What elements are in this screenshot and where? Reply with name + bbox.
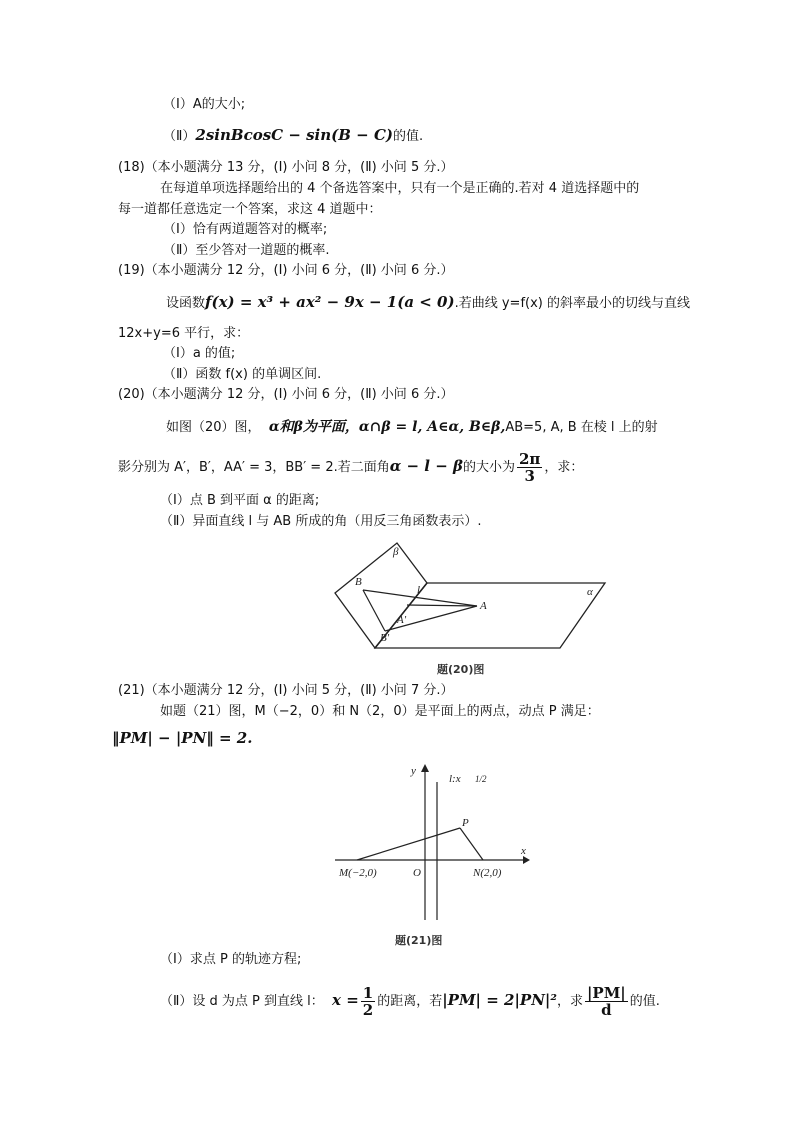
label-o: O (413, 867, 421, 879)
q17-part2 (163, 126, 423, 146)
q20-line1-prefix: 如图（20）图， (166, 420, 261, 435)
label-l: l (417, 584, 421, 596)
q17-part2-expr: 2sinBcosC − sin(B − C) (195, 126, 393, 144)
label-b: B (355, 576, 362, 588)
q20-header: (20)（本小题满分 12 分，(Ⅰ) 小问 6 分，(Ⅱ) 小问 6 分.） (118, 387, 454, 402)
q19-line1-expr: f(x) = x³ + ax² − 9x − 1(a < 0) (205, 293, 455, 311)
y-axis-arrow (421, 764, 429, 772)
q21-part2-expr2: |PM| = 2|PN|² (442, 991, 557, 1009)
q20-line2-mid: 的大小为 (462, 460, 515, 475)
q18-part2: （Ⅱ）至少答对一道题的概率. (163, 243, 330, 258)
q20-line2 (118, 448, 583, 486)
label-b-prime: B′ (380, 632, 390, 644)
segment-aap (407, 605, 477, 606)
q21-part2-suffix: 的值. (629, 994, 660, 1009)
q19-line1-suffix: .若曲线 y=f(x) 的斜率最小的切线与直线 (454, 296, 690, 311)
label-n: N(2,0) (473, 867, 502, 879)
q21-part2-mid: 的距离，若 (377, 994, 443, 1009)
fig21-caption: 题(21)图 (395, 934, 443, 947)
q18-line2: 每一道都任意选定一个答案，求这 4 道题中： (118, 202, 382, 217)
label-p: P (462, 817, 469, 829)
label-beta: β (393, 546, 399, 558)
q21-ratio-num: |PM| (586, 984, 626, 1002)
q20-line1-expr: α和β为平面，α∩β = l, A∈α, B∈β, (268, 419, 506, 435)
fig20-caption: 题(20)图 (437, 663, 485, 676)
q20-frac-den: 3 (524, 467, 535, 485)
q21-line1: 如题（21）图，M（−2，0）和 N（2，0）是平面上的两点，动点 P 满足： (160, 704, 600, 719)
q21-ratio-den: d (601, 1001, 612, 1019)
label-a-prime: A′ (397, 614, 407, 626)
q21-ratio-fraction (585, 985, 628, 1018)
q20-line1-suffix: AB=5, A, B 在棱 l 上的射 (505, 420, 658, 435)
q19-part1: （Ⅰ）a 的值; (163, 346, 236, 361)
q21-header: (21)（本小题满分 12 分，(Ⅰ) 小问 5 分，(Ⅱ) 小问 7 分.） (118, 683, 454, 698)
q18-header: (18)（本小题满分 13 分，(Ⅰ) 小问 8 分，(Ⅱ) 小问 5 分.） (118, 160, 454, 175)
q18-part1: （Ⅰ）恰有两道题答对的概率; (163, 222, 328, 237)
q17-part2-suffix: 的值. (392, 129, 424, 144)
q20-part1: （Ⅰ）点 B 到平面 α 的距离; (160, 493, 320, 508)
q19-line2: 12x+y=6 平行，求： (118, 326, 250, 341)
q21-part2-mid2: ，求 (556, 994, 583, 1009)
q17-part1: （Ⅰ）A的大小; (163, 97, 246, 112)
q21-line2-expr: ‖PM| − |PN‖ = 2. (112, 729, 253, 747)
label-x: x (521, 845, 526, 857)
label-alpha: α (587, 586, 593, 598)
segment-pm (357, 828, 460, 860)
q21-part1: （Ⅰ）求点 P 的轨迹方程; (160, 952, 302, 967)
q21-part2 (160, 980, 660, 1022)
figure-21 (325, 760, 535, 948)
plane-alpha (375, 583, 605, 648)
q19-header: (19)（本小题满分 12 分，(Ⅰ) 小问 6 分，(Ⅱ) 小问 6 分.） (118, 263, 454, 278)
q21-part2-expr1: x = (332, 991, 359, 1009)
q19-part2: （Ⅱ）函数 f(x) 的单调区间. (163, 367, 322, 382)
q21-line2 (112, 729, 252, 749)
label-m: M(−2,0) (339, 867, 377, 879)
segment-bbp (363, 590, 385, 631)
label-line-l: l:x (449, 773, 461, 785)
q20-angle-fraction (517, 451, 542, 484)
q19-line1 (166, 293, 690, 313)
label-a: A (480, 600, 487, 612)
q20-line2-suffix: ，求： (544, 460, 584, 475)
q17-part2-prefix: （Ⅱ） (163, 129, 196, 144)
q21-half-den: 2 (362, 1001, 374, 1019)
figure-20 (325, 533, 615, 683)
x-axis-arrow (523, 856, 530, 864)
label-y: y (411, 765, 416, 777)
q21-half-fraction (361, 985, 375, 1018)
label-half: 1/2 (475, 774, 487, 784)
q19-line1-prefix: 设函数 (166, 296, 206, 311)
q20-part2: （Ⅱ）异面直线 l 与 AB 所成的角（用反三角函数表示）. (160, 514, 482, 529)
q20-frac-num: 2π (518, 450, 541, 468)
q20-line1 (166, 418, 658, 437)
q20-line2-expr: α − l − β (389, 457, 463, 475)
q20-line2-prefix: 影分别为 A′，B′，AA′ = 3，BB′ = 2.若二面角 (118, 460, 390, 475)
segment-pn (460, 828, 483, 860)
q18-line1: 在每道单项选择题给出的 4 个备选答案中，只有一个是正确的.若对 4 道选择题中的 (160, 181, 640, 196)
q21-half-num: 1 (362, 984, 374, 1002)
q21-part2-prefix: （Ⅱ）设 d 为点 P 到直线 l： (160, 994, 324, 1009)
